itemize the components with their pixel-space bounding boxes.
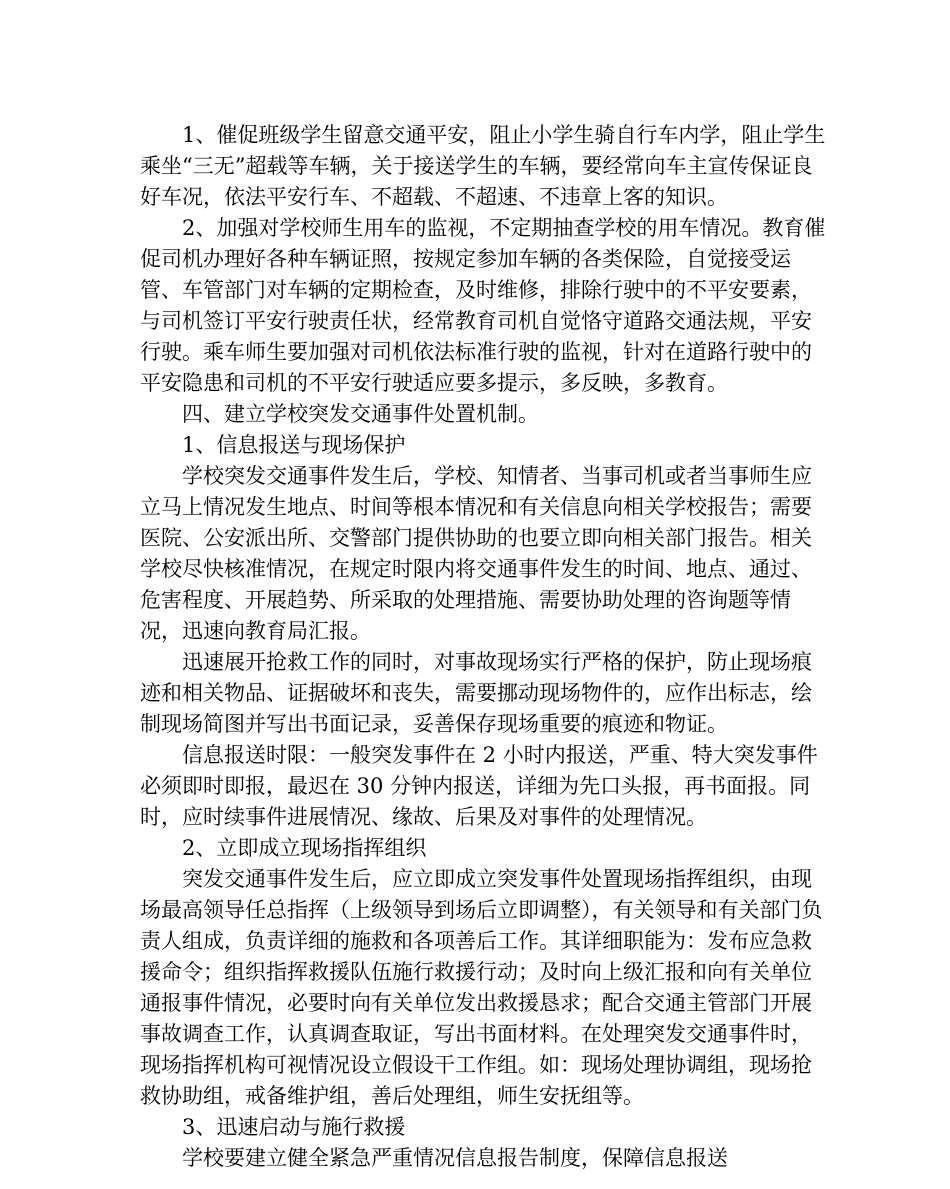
section-heading-four: 四、建立学校突发交通事件处置机制。: [182, 402, 539, 426]
paragraph-scene-protection: 迅速展开抢救工作的同时，对事故现场实行严格的保护，防止现场痕迹和相关物品、证据破坏和丧失，需要挪动现场物件的，应作出标志，绘制现场简图并写出书面记录，妥善保存现场重要的痕迹和物证。: [140, 650, 812, 736]
subheading-command-org: 2、立即成立现场指挥组织: [182, 836, 427, 860]
paragraph-report-time-limit: 信息报送时限：一般突发事件在 2 小时内报送，严重、特大突发事件必须即时即报，最迟在 30 分钟内报送，详细为先口头报，再书面报。同时，应时续事件进展情况、缘故、后果及对事件的处理情况。: [140, 743, 818, 829]
subheading-info-report: 1、信息报送与现场保护: [182, 433, 406, 457]
paragraph-vehicle-supervision: 2、加强对学校师生用车的监视，不定期抽查学校的用车情况。教育催促司机办理好各种车辆证照，按规定参加车辆的各类保险，自觉接受运管、车管部门对车辆的定期检查，及时维修，排除行驶中的不平安要素，与司机签订平安行驶责任状，经常教育司机自觉恪守道路交通法规，平安行驶。乘车师生要加强对司机依法标准行驶的监视，针对在道路行驶中的平安隐患和司机的不平安行驶适应要多提示，多反映，多教育。: [140, 216, 826, 395]
paragraph-student-safety: 1、催促班级学生留意交通平安，阻止小学生骑自行车内学，阻止学生乘坐“三无”超载等车辆，关于接送学生的车辆，要经常向车主宣传保证良好车况，依法平安行车、不超载、不超速、不违章上客的知识。: [140, 123, 826, 209]
subheading-rescue: 3、迅速启动与施行救援: [182, 1115, 406, 1139]
paragraph-command-org: 突发交通事件发生后，应立即成立突发事件处置现场指挥组织，由现场最高领导任总指挥（上级领导到场后立即调整），有关领导和有关部门负责人组成，负责详细的施救和各项善后工作。其详细职能为：发布应急救援命令；组织指挥救援队伍施行救援行动；及时向上级汇报和向有关单位通报事件情况，必要时向有关单位发出救援恳求；配合交通主管部门开展事故调查工作，认真调查取证，写出书面材料。在处理突发交通事件时，现场指挥机构可视情况设立假设干工作组。如：现场处理协调组，现场抢救协助组，戒备维护组，善后处理组，师生安抚组等。: [140, 867, 823, 1108]
paragraph-rescue: 学校要建立健全紧急严重情况信息报告制度，保障信息报送: [182, 1146, 728, 1170]
paragraph-report-procedure: 学校突发交通事件发生后，学校、知情者、当事司机或者当事师生应立马上情况发生地点、时间等根本情况和有关信息向相关学校报告；需要医院、公安派出所、交警部门提供协助的也要立即向相关部门报告。相关学校尽快核准情况，在规定时限内将交通事件发生的时间、地点、通过、危害程度、开展趋势、所采取的处理措施、需要协助处理的咨询题等情况，迅速向教育局汇报。: [140, 464, 812, 643]
document-body: [140, 120, 830, 1174]
